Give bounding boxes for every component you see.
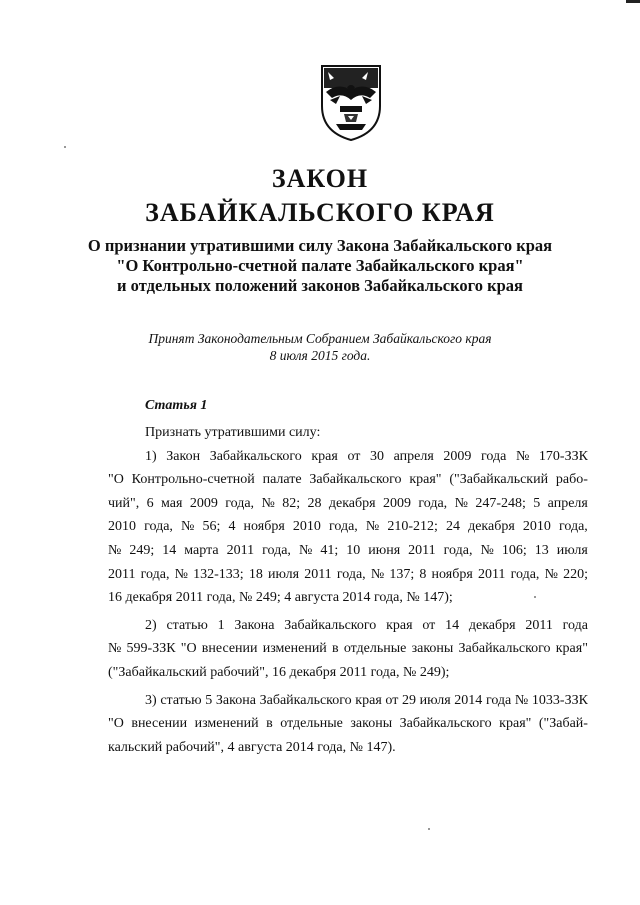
word: 599-ЗЗК <box>126 641 176 657</box>
word: декабря <box>328 495 376 511</box>
word: года <box>485 692 512 708</box>
word: № <box>298 542 313 558</box>
word: изменений <box>262 641 327 657</box>
word: чий", <box>108 495 140 511</box>
word: года, <box>140 566 170 582</box>
adoption-line: Принят Законодательным Собранием Забайкальского края <box>148 331 492 346</box>
subtitle-line: "О Контрольно-счетной палате Забайкальского края" <box>116 256 524 275</box>
word: от <box>385 692 399 708</box>
word: № <box>108 542 122 558</box>
adoption-note <box>0 330 640 364</box>
word: № <box>370 566 385 582</box>
word: № <box>108 641 122 657</box>
subtitle-line: и отдельных положений законов Забайкальского края <box>117 276 523 295</box>
word: 14 <box>445 617 460 633</box>
law-region-title: ЗАБАЙКАЛЬСКОГО КРАЯ <box>145 198 495 227</box>
word: 2011 <box>108 566 136 582</box>
word: № <box>181 519 195 535</box>
word: 2011 <box>408 542 436 558</box>
word: 2010 <box>292 519 321 535</box>
scan-speck <box>428 828 430 830</box>
word: края <box>386 617 413 633</box>
word: Забайкальского <box>284 617 377 633</box>
word: апреля <box>547 495 588 511</box>
word: Закона <box>215 692 256 708</box>
law-subtitle <box>0 236 640 296</box>
word: № <box>365 519 380 535</box>
word: 41; <box>320 542 339 558</box>
word: 13 <box>534 542 549 558</box>
word: Забайкальского <box>259 692 352 708</box>
word: отдельные <box>280 716 343 732</box>
word: 18 <box>248 566 263 582</box>
item-line <box>108 445 588 469</box>
word: 2009 <box>382 495 411 511</box>
word: декабря <box>468 617 516 633</box>
word: 210-212; <box>387 519 438 535</box>
article-heading: Статья 1 <box>145 398 208 413</box>
word: Закон <box>166 448 201 464</box>
word: в <box>332 641 339 657</box>
word: отдельные <box>343 641 407 657</box>
item-line <box>108 468 588 492</box>
word: 249; <box>129 542 155 558</box>
word: 5 <box>533 495 541 511</box>
word: 30 <box>370 448 384 464</box>
word: внесении <box>131 716 188 732</box>
word: 132-133; <box>193 566 244 582</box>
word: июля <box>556 542 588 558</box>
word: 247-248; <box>475 495 526 511</box>
word: края <box>311 448 338 464</box>
word: 2011 <box>477 566 506 582</box>
word: № <box>515 448 530 464</box>
word: 1033-ЗЗК <box>531 692 588 708</box>
word: Забайкальского <box>399 716 492 732</box>
word: Закона <box>234 617 275 633</box>
item-line <box>108 637 588 661</box>
word: № <box>514 692 529 708</box>
item-line <box>108 614 588 638</box>
word: 8 <box>419 566 427 582</box>
item-line <box>108 492 588 516</box>
scan-speck <box>64 146 66 148</box>
word: года, <box>328 519 358 535</box>
word: 2010 <box>108 519 136 535</box>
word: края" <box>409 472 442 488</box>
word: года <box>562 617 588 633</box>
word: 82; <box>282 495 301 511</box>
word: 4 <box>228 519 236 535</box>
word: внесении <box>201 641 258 657</box>
item-line <box>108 712 588 736</box>
word: Забайкальского <box>309 472 402 488</box>
word: года <box>481 448 507 464</box>
word: № <box>454 495 468 511</box>
word: 24 <box>446 519 460 535</box>
word: от <box>422 617 436 633</box>
word: года, <box>418 495 448 511</box>
word: от <box>347 448 361 464</box>
word: изменений <box>194 716 259 732</box>
word: июня <box>368 542 401 558</box>
word: Забайкальского <box>458 641 551 657</box>
word: июля <box>268 566 300 582</box>
item-line <box>108 689 588 713</box>
word: Контрольно-счетной <box>131 472 255 488</box>
word: июля <box>419 692 451 708</box>
word: года, <box>336 566 366 582</box>
word: "О <box>108 716 124 732</box>
word: мая <box>161 495 183 511</box>
article-intro: Признать утратившими силу: <box>145 425 321 440</box>
word: 2010 <box>522 519 551 535</box>
word: года, <box>510 566 540 582</box>
word: № <box>544 566 558 582</box>
word: края <box>355 692 382 708</box>
word: законы <box>350 716 393 732</box>
word: края" <box>555 641 588 657</box>
word: 2) <box>145 617 157 633</box>
word: марта <box>184 542 219 558</box>
word: года, <box>443 542 473 558</box>
item-line: 16 декабря 2011 года, № 249; 4 августа 2014 года, № 147); <box>108 590 453 606</box>
word: № <box>480 542 494 558</box>
word: ("Забайкальский <box>449 472 549 488</box>
word: 170-ЗЗК <box>538 448 588 464</box>
word: 14 <box>162 542 177 558</box>
word: 29 <box>401 692 416 708</box>
word: № <box>174 566 188 582</box>
word: 137; <box>389 566 415 582</box>
word: 3) <box>145 692 157 708</box>
word: 2011 <box>226 542 255 558</box>
word: 2011 <box>304 566 332 582</box>
word: года, <box>262 542 291 558</box>
word: ноября <box>431 566 473 582</box>
scan-edge-mark <box>626 0 640 3</box>
word: ноября <box>243 519 285 535</box>
word: 5 <box>205 692 213 708</box>
word: 6 <box>146 495 154 511</box>
word: 1 <box>217 617 225 633</box>
word: края" <box>499 716 532 732</box>
word: законы <box>411 641 454 657</box>
word: статью <box>160 692 202 708</box>
word: в <box>266 716 273 732</box>
word: 1) <box>145 448 157 464</box>
word: декабря <box>468 519 515 535</box>
word: Забайкальского <box>209 448 302 464</box>
word: 10 <box>346 542 361 558</box>
word: года, <box>225 495 255 511</box>
item-line: кальский рабочий", 4 августа 2014 года, № 147). <box>108 739 396 755</box>
word: 2014 <box>454 692 483 708</box>
word: 2009 <box>189 495 218 511</box>
item-line: ("Забайкальский рабочий", 16 декабря 2011 года, № 249); <box>108 664 450 680</box>
word: 28 <box>307 495 322 511</box>
word: 2011 <box>525 617 553 633</box>
word: 220; <box>563 566 588 582</box>
word: статью <box>166 617 208 633</box>
adoption-date: 8 июля 2015 года. <box>269 348 371 363</box>
word: года, <box>144 519 173 535</box>
word: "О <box>108 472 124 488</box>
item-line <box>108 515 588 539</box>
word: "О <box>180 641 197 657</box>
word: 2009 <box>443 448 472 464</box>
word: палате <box>262 472 302 488</box>
zabaikalsky-krai-coat-of-arms-icon <box>318 62 384 142</box>
word: апреля <box>393 448 434 464</box>
word: года, <box>558 519 588 535</box>
item-line <box>108 539 588 563</box>
word: 106; <box>501 542 527 558</box>
law-title: ЗАКОН <box>271 164 369 193</box>
subtitle-line: О признании утратившими силу Закона Забайкальского края <box>87 236 553 255</box>
word: 56; <box>202 519 221 535</box>
word: ("Забай- <box>538 716 588 732</box>
article-body <box>108 421 588 759</box>
word: № <box>261 495 275 511</box>
item-line <box>108 563 588 587</box>
word: рабо- <box>555 472 588 488</box>
